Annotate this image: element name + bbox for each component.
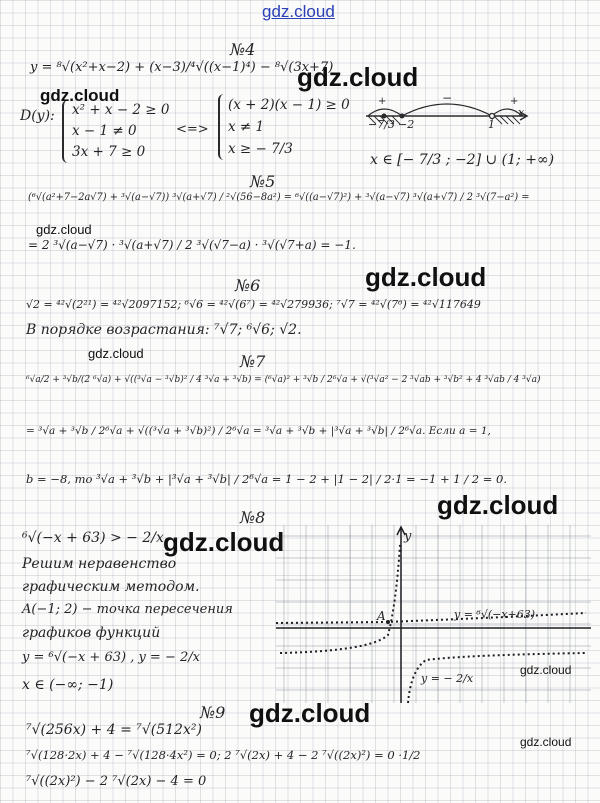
problem-4-axis-label-4: x <box>518 106 525 119</box>
watermark-5: gdz.cloud <box>88 346 144 361</box>
graph-curve-1-label: y = ⁶√(−x+63) <box>454 608 536 621</box>
problem-7-line-3: b = −8, то ³√a + ³√b + |³√a + ³√b| / 2⁶√a = 1 − 2 + |1 − 2| / 2·1 = −1 + 1 / 2 = 0. <box>26 472 507 486</box>
problem-4-equivalence: <=> <box>176 122 209 137</box>
problem-9-number: №9 <box>200 703 226 722</box>
problem-5-line-2: = 2 ³√(a−√7) · ³√(a+√7) / 2 ³√(√7−a) · ³√(√7+a) = −1. <box>28 238 356 252</box>
problem-9-line-1: ⁷√(256x) + 4 = ⁷√(512x²) <box>26 722 202 738</box>
problem-9-line-2: ⁷√(128·2x) + 4 − ⁷√(128·4x²) = 0; 2 ⁷√(2x) + 4 − 2 ⁷√((2x)²) = 0 ·1/2 <box>26 748 421 762</box>
problem-4-axis-label-1: −7/3 <box>368 118 395 131</box>
problem-6-line-2: В порядке возрастания: ⁷√7; ⁶√6; √2. <box>26 322 302 338</box>
problem-8-text-2: графическим методом. <box>22 579 200 595</box>
watermark-8: gdz.cloud <box>520 663 572 677</box>
watermark-9: gdz.cloud <box>249 698 371 728</box>
problem-9-line-3: ⁷√((2x)²) − 2 ⁷√(2x) − 4 = 0 <box>26 774 207 789</box>
problem-8-inequality: ⁶√(−x + 63) > − 2/x <box>22 530 164 546</box>
svg-text:+: + <box>510 96 519 107</box>
problem-8-text-3: A(−1; 2) − точка пересечения <box>22 602 233 617</box>
watermark-10: gdz.cloud <box>520 735 572 749</box>
watermark-1: gdz.cloud <box>297 62 419 92</box>
problem-7-number: №7 <box>240 352 266 371</box>
svg-text:−: − <box>442 91 453 105</box>
problem-8-text-4: графиков функций <box>22 625 161 641</box>
problem-4-system-line-2: x − 1 ≠ 0 <box>72 123 137 139</box>
graph-y-axis-label: y <box>404 529 412 544</box>
graph-curve-2-label: y = − 2/x <box>421 672 474 685</box>
problem-4-answer: x ∈ [− 7/3 ; −2] ∪ (1; +∞) <box>370 152 555 168</box>
problem-7-line-2: = ³√a + ³√b / 2⁶√a + √((³√a + ³√b)²) / 2⁶√a = ³√a + ³√b + |³√a + ³√b| / 2⁶√a. Если a = 1, <box>26 425 491 437</box>
problem-4-axis-label-2: −2 <box>398 118 415 131</box>
watermark-4: gdz.cloud <box>365 262 487 292</box>
watermark-3: gdz.cloud <box>36 222 92 237</box>
problem-8-number: №8 <box>240 508 266 527</box>
problem-4-system-right-line-2: x ≠ 1 <box>228 119 265 135</box>
problem-8-text-5: y = ⁶√(−x + 63) , y = − 2/x <box>22 650 200 665</box>
svg-text:+: + <box>378 96 387 107</box>
problem-4-system-line-1: x² + x − 2 ≥ 0 <box>72 102 170 118</box>
problem-4-system-right-line-3: x ≥ − 7/3 <box>228 141 293 157</box>
problem-8-text-1: Решим неравенство <box>22 556 177 572</box>
problem-5-number: №5 <box>250 172 276 191</box>
watermark-top-link[interactable]: gdz.cloud <box>262 2 335 21</box>
problem-6-number: №6 <box>235 276 261 295</box>
watermark-6: gdz.cloud <box>437 490 559 520</box>
problem-4-axis-label-3: 1 <box>488 118 495 131</box>
problem-6-line-1: √2 = ⁴²√(2²¹) = ⁴²√2097152; ⁶√6 = ⁴²√(6⁷) = ⁴²√279936; ⁷√7 = ⁴²√(7⁶) = ⁴²√117649 <box>26 298 481 311</box>
problem-4-function: y = ⁸√(x²+x−2) + (x−3)/⁴√((x−1)⁴) − ⁸√(3x+7) <box>30 60 334 75</box>
problem-4-system-line-3: 3x + 7 ≥ 0 <box>72 144 146 160</box>
graph-point-a-label: A <box>377 609 386 623</box>
problem-5-line-1: (⁶√(a²+7−2a√7) + ³√(a−√7)) ³√(a+√7) / ²√(56−8a²) = ⁶√((a−√7)²) + ³√(a−√7) ³√(a+√7) / 2 ³√(7−a²) = <box>28 192 530 203</box>
watermark-7: gdz.cloud <box>163 527 285 557</box>
problem-4-system-right <box>218 94 350 160</box>
watermark-2: gdz.cloud <box>40 86 120 105</box>
problem-4-system-left <box>62 100 170 163</box>
problem-4-number: №4 <box>230 40 256 59</box>
problem-4-system-right-line-1: (x + 2)(x − 1) ≥ 0 <box>228 97 350 113</box>
problem-8-answer: x ∈ (−∞; −1) <box>22 677 114 693</box>
problem-4-domain-label: D(y): <box>20 108 55 124</box>
problem-7-line-1: ⁶√a/2 + ³√b/(2 ⁶√a) + √((³√a − ³√b)² / 4 ³√a + ³√b) = (⁶√a)² + ³√b / 2⁶√a + √(³√a² − 2 ³√ab + ³√b² + 4 ³√ab / 4 ³√a) <box>26 375 541 385</box>
